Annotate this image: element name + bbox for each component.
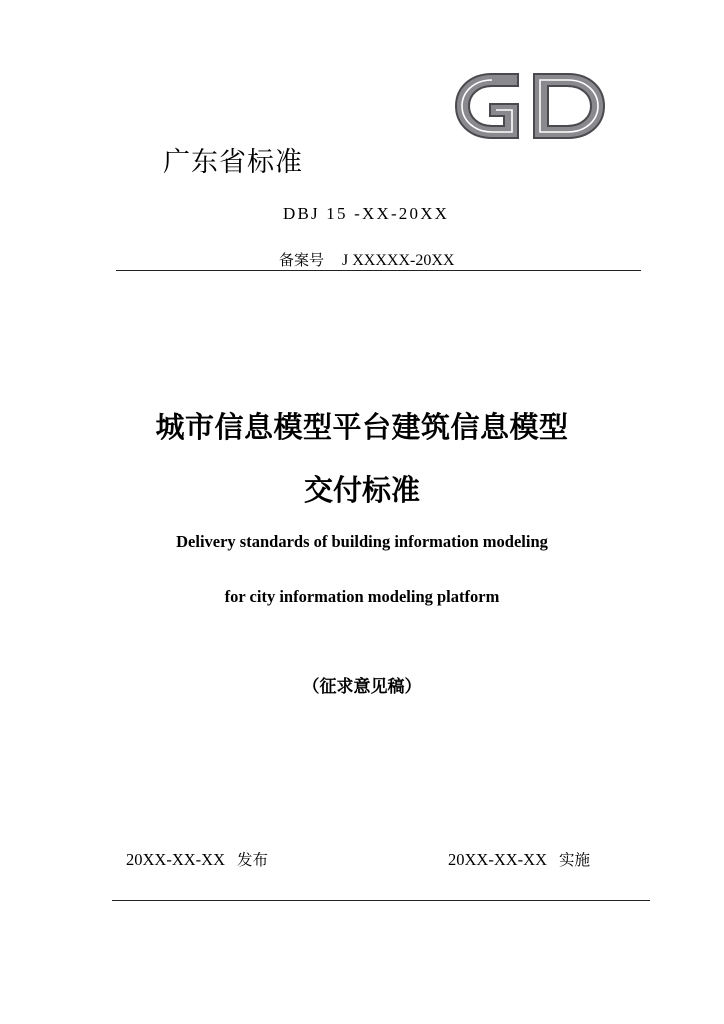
- title-cn-line2: 交付标准: [303, 473, 420, 507]
- draft-label: （征求意见稿）: [302, 677, 422, 697]
- title-en-line1: Delivery standards of building information modeling: [176, 532, 548, 551]
- record-label: 备案号: [279, 251, 325, 269]
- title-en-line2: for city information modeling platform: [224, 587, 500, 606]
- top-divider: [116, 270, 641, 271]
- issue-date: [126, 848, 268, 870]
- implement-date-value: 20XX-XX-XX: [448, 850, 547, 869]
- bottom-divider: [112, 900, 650, 901]
- implement-date: [448, 848, 590, 870]
- title-cn-line1: [0, 405, 724, 446]
- standard-type: 广东省标准: [163, 147, 303, 178]
- title-cn-line1-text: 城市信息模型平台建筑信息模型: [155, 410, 569, 444]
- issue-date-value: 20XX-XX-XX: [126, 850, 225, 869]
- implement-date-suffix: 实施: [558, 851, 590, 869]
- record-number: [279, 249, 454, 270]
- gd-logo-icon: [452, 70, 608, 142]
- record-value: J XXXXX-20XX: [342, 252, 455, 269]
- standard-code: DBJ 15 -XX-20XX: [283, 204, 450, 223]
- issue-date-suffix: 发布: [236, 851, 268, 869]
